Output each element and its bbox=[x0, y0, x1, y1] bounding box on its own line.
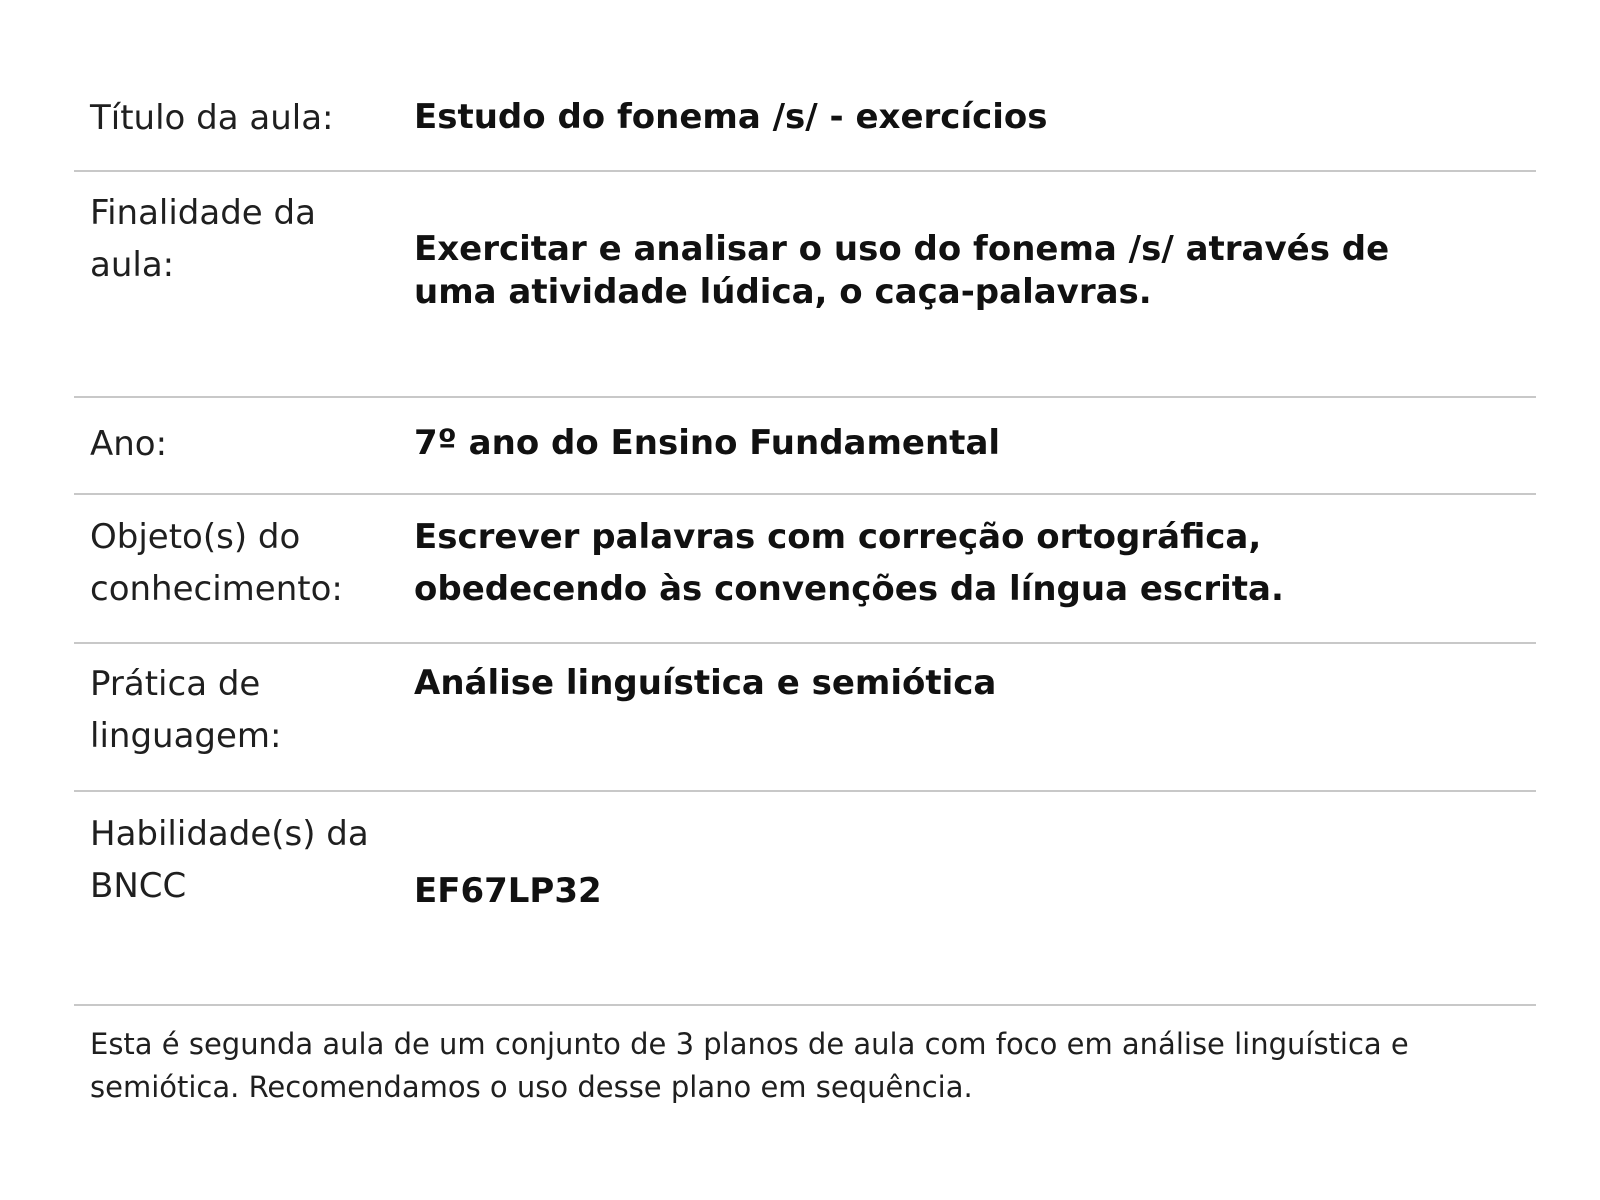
table-row-objeto bbox=[74, 495, 1536, 644]
table-row-titulo bbox=[74, 0, 1536, 172]
table-row-habilidade bbox=[74, 792, 1536, 1006]
row-label: Título da aula: bbox=[90, 98, 334, 138]
row-label: Objeto(s) do conhecimento: bbox=[90, 517, 343, 609]
table-row-pratica bbox=[74, 644, 1536, 792]
row-value: Estudo do fonema /s/ - exercícios bbox=[414, 97, 1048, 137]
row-label: Ano: bbox=[90, 424, 168, 464]
table-row-finalidade bbox=[74, 172, 1536, 398]
row-label: Prática de linguagem: bbox=[90, 664, 282, 756]
sequence-note: Esta é segunda aula de um conjunto de 3 planos de aula com foco em análise linguística e semiótica. Recomendamos o uso desse plano em sequência. bbox=[90, 1027, 1409, 1104]
row-value: 7º ano do Ensino Fundamental bbox=[414, 423, 1001, 463]
row-value: Escrever palavras com correção ortográfica, obedecendo às convenções da língua escrita. bbox=[414, 517, 1284, 609]
lesson-info-table bbox=[74, 0, 1536, 1006]
row-value: Análise linguística e semiótica bbox=[414, 663, 997, 703]
table-row-ano bbox=[74, 398, 1536, 495]
row-value: Exercitar e analisar o uso do fonema /s/ através de uma atividade lúdica, o caça-palavras. bbox=[414, 229, 1390, 312]
row-value: EF67LP32 bbox=[414, 871, 602, 911]
row-label: Finalidade da aula: bbox=[90, 193, 316, 285]
row-label: Habilidade(s) da BNCC bbox=[90, 814, 369, 906]
